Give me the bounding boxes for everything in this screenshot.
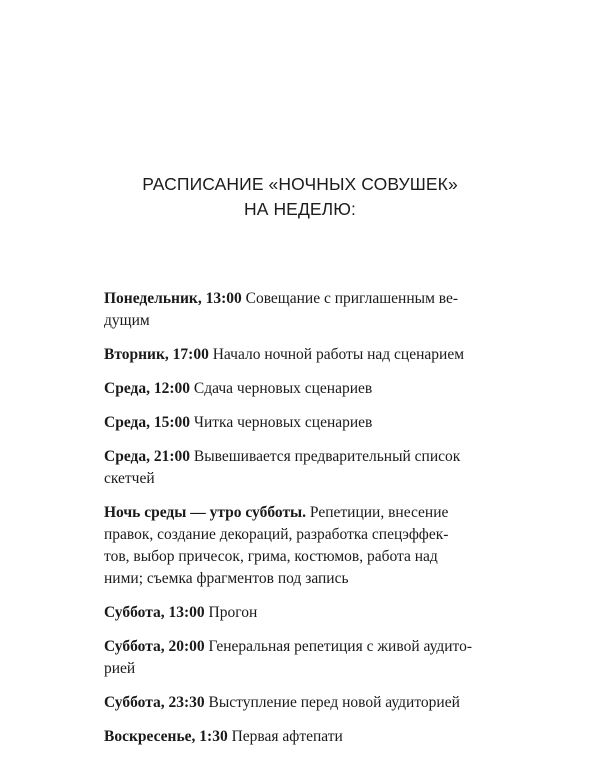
- entry-day: Ночь среды — утро субботы.: [104, 504, 307, 521]
- entry-line: [104, 502, 492, 524]
- entry-line: [104, 446, 492, 468]
- entry-text: Первая афтепати: [231, 728, 343, 745]
- schedule-entry-wednesday-night-to-saturday: [104, 502, 492, 590]
- entry-text: Начало ночной работы над сценарием: [212, 346, 465, 363]
- schedule-list: [104, 288, 492, 760]
- schedule-entry-saturday-2330: [104, 692, 492, 714]
- schedule-entry-sunday-0130: [104, 726, 492, 748]
- entry-text-continued: дущим: [104, 312, 150, 329]
- entry-text: Генеральная репетиция с живой аудито-: [208, 638, 473, 655]
- schedule-entry-wednesday-2100: [104, 446, 492, 490]
- schedule-entry-tuesday: [104, 344, 492, 366]
- entry-text: Совещание с приглашенным ве-: [245, 290, 459, 307]
- entry-day: Суббота, 20:00: [104, 638, 205, 655]
- entry-day: Понедельник, 13:00: [104, 290, 242, 307]
- entry-text-continued: рией: [104, 660, 136, 677]
- entry-text: Вывешивается предварительный список: [193, 448, 461, 465]
- entry-day: Суббота, 13:00: [104, 604, 205, 621]
- entry-text: Выступление перед новой аудиторией: [208, 694, 460, 711]
- schedule-entry-saturday-2000: [104, 636, 492, 680]
- entry-text: Читка черновых сценариев: [193, 414, 373, 431]
- entry-day: Среда, 12:00: [104, 380, 190, 397]
- entry-day: Суббота, 23:30: [104, 694, 205, 711]
- schedule-entry-saturday-1300: [104, 602, 492, 624]
- entry-text-continued: скетчей: [104, 470, 155, 487]
- entry-line: [104, 288, 492, 310]
- title-line-1: РАСПИСАНИЕ «НОЧНЫХ СОВУШЕК»: [142, 174, 458, 194]
- schedule-entry-wednesday-1200: [104, 378, 492, 400]
- entry-text-line-3: тов, выбор причесок, грима, костюмов, работа над: [104, 548, 438, 565]
- entry-day: Среда, 15:00: [104, 414, 190, 431]
- schedule-entry-wednesday-1500: [104, 412, 492, 434]
- schedule-entry-monday: [104, 288, 492, 332]
- entry-day: Среда, 21:00: [104, 448, 190, 465]
- entry-text: Репетиции, внесение: [309, 504, 449, 521]
- entry-day: Вторник, 17:00: [104, 346, 209, 363]
- entry-text: Сдача черновых сценариев: [193, 380, 373, 397]
- page-title: [0, 172, 600, 222]
- entry-day: Воскресенье, 1:30: [104, 728, 228, 745]
- entry-text: Прогон: [208, 604, 258, 621]
- title-line-2: НА НЕДЕЛЮ:: [243, 199, 357, 219]
- entry-text-line-4: ними; съемка фрагментов под запись: [104, 570, 349, 587]
- entry-line: [104, 636, 492, 658]
- entry-text-line-2: правок, создание декораций, разработка спецэффек-: [104, 526, 449, 543]
